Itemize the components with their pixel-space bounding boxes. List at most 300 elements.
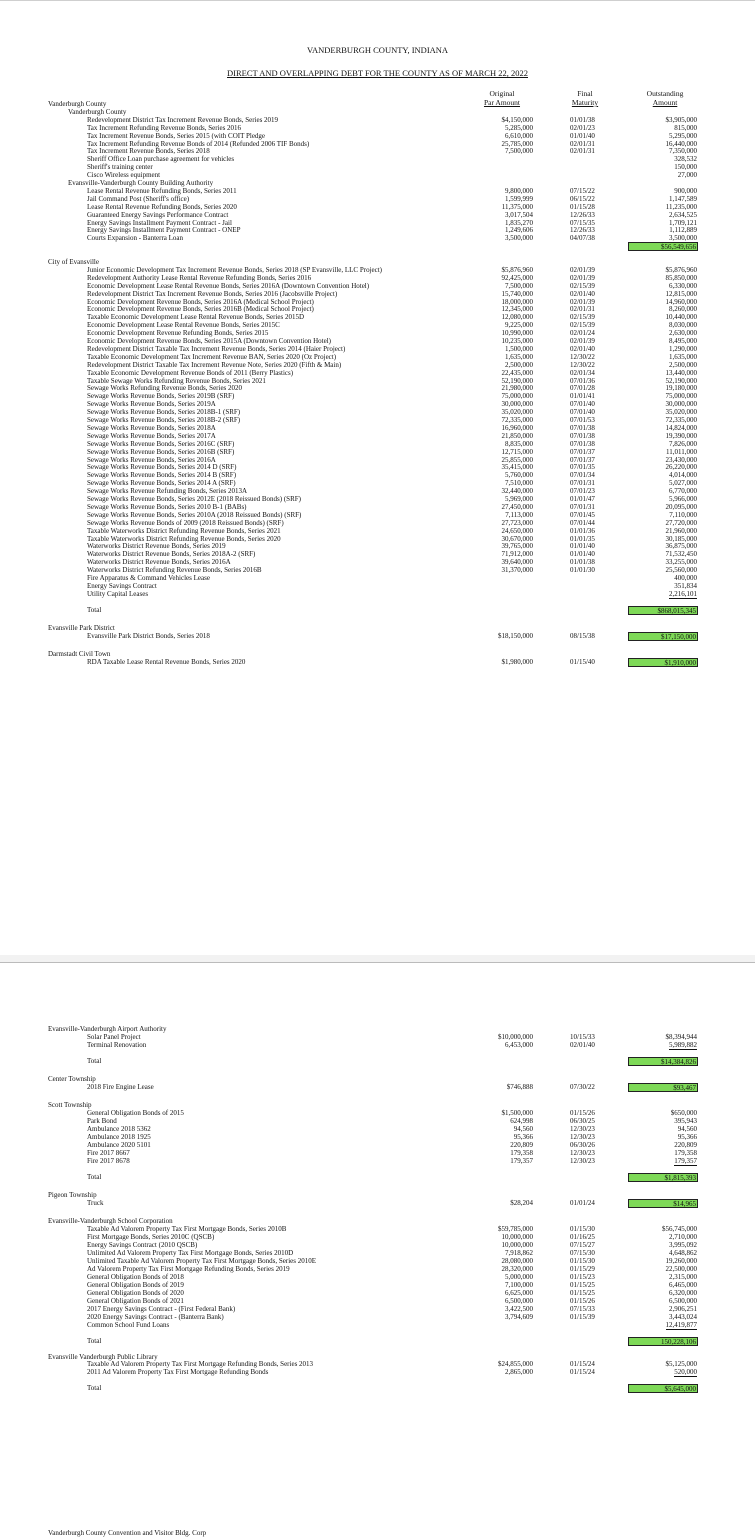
row-maturity: 01/15/26 bbox=[570, 1296, 595, 1305]
row-maturity: 02/01/31 bbox=[570, 305, 595, 314]
row-name: Sewage Works Revenue Bonds, Series 2014 D (SRF) bbox=[87, 463, 237, 472]
row-name: Total bbox=[87, 1384, 102, 1393]
page-separator bbox=[0, 955, 755, 962]
row-maturity: 07/01/31 bbox=[570, 479, 595, 488]
row-name: Redevelopment District Tax Increment Revenue Bonds, Series 2019 bbox=[87, 115, 279, 124]
row-name: Guaranteed Energy Savings Performance Contract bbox=[87, 210, 229, 219]
row-outstanding: 35,020,000 bbox=[665, 408, 697, 417]
row-name: Sewage Works Revenue Bonds, Series 2018B-1 (SRF) bbox=[87, 408, 241, 417]
row-maturity: 02/01/34 bbox=[570, 368, 595, 377]
row-outstanding: 7,110,000 bbox=[669, 510, 697, 519]
row-name: Lease Rental Revenue Refunding Bonds, Series 2011 bbox=[87, 186, 237, 195]
row-maturity: 07/01/37 bbox=[570, 447, 595, 456]
table-row bbox=[0, 1173, 755, 1183]
row-par-amount: 27,723,000 bbox=[501, 518, 533, 527]
row-par-amount: 7,100,000 bbox=[505, 1280, 533, 1289]
row-par-amount: 7,500,000 bbox=[505, 281, 533, 290]
row-name: Evansville-Vanderburgh County Building Authority bbox=[68, 179, 214, 187]
section-total-row bbox=[0, 242, 755, 252]
row-par-amount: 95,366 bbox=[513, 1133, 533, 1142]
row-outstanding: 30,185,000 bbox=[665, 534, 697, 543]
row-par-amount: 39,765,000 bbox=[501, 542, 533, 551]
row-maturity: 07/01/28 bbox=[570, 384, 595, 393]
row-par-amount: 5,000,000 bbox=[505, 1273, 533, 1282]
row-name: Waterworks District Revenue Bonds, Series 2016A bbox=[87, 558, 231, 567]
row-outstanding: 33,255,000 bbox=[665, 558, 697, 567]
row-par-amount: 9,225,000 bbox=[505, 321, 533, 330]
row-outstanding: 8,030,000 bbox=[669, 321, 697, 330]
row-maturity: 02/01/40 bbox=[570, 344, 595, 353]
row-maturity: 12/30/23 bbox=[570, 1149, 595, 1158]
row-par-amount: 6,625,000 bbox=[505, 1288, 533, 1297]
row-name: Evansville-Vanderburgh Airport Authority bbox=[48, 1025, 167, 1033]
row-name: General Obligation Bonds of 2021 bbox=[87, 1296, 184, 1305]
row-par-amount: 1,249,606 bbox=[505, 226, 533, 235]
row-maturity: 06/30/25 bbox=[570, 1117, 595, 1126]
row-par-amount: 75,000,000 bbox=[501, 392, 533, 401]
row-par-amount: 1,835,270 bbox=[505, 218, 533, 227]
row-name: Tax Increment Revenue Bonds, Series 2015 (with COIT Pledge bbox=[87, 131, 266, 140]
row-outstanding: 1,112,889 bbox=[669, 226, 697, 235]
row-name: Taxable Waterworks District Refunding Revenue Bonds, Series 2021 bbox=[87, 526, 281, 535]
row-par-amount: $28,204 bbox=[510, 1199, 533, 1208]
row-maturity: 07/01/23 bbox=[570, 487, 595, 496]
row-name: Total bbox=[87, 1056, 102, 1065]
row-par-amount: 3,500,000 bbox=[505, 234, 533, 243]
row-par-amount: 3,017,504 bbox=[505, 210, 533, 219]
row-outstanding: $5,125,000 bbox=[665, 1360, 697, 1369]
column-header-maturity-line2: Maturity bbox=[571, 98, 599, 107]
row-maturity: 07/01/40 bbox=[570, 408, 595, 417]
row-maturity: 07/01/44 bbox=[570, 518, 595, 527]
row-maturity: 12/30/23 bbox=[570, 1156, 595, 1165]
row-par-amount: 18,000,000 bbox=[501, 297, 533, 306]
row-maturity: 02/01/31 bbox=[570, 147, 595, 156]
row-outstanding: 20,095,000 bbox=[665, 502, 697, 511]
row-par-amount: 9,800,000 bbox=[505, 186, 533, 195]
footer-cut-line bbox=[0, 1529, 755, 1539]
row-name: First Mortgage Bonds, Series 2010C (QSCB) bbox=[87, 1233, 215, 1242]
row-name: Sheriff's training center bbox=[87, 163, 153, 172]
row-name: RDA Taxable Lease Rental Revenue Bonds, Series 2020 bbox=[87, 657, 246, 666]
row-outstanding: 7,826,000 bbox=[669, 439, 697, 448]
column-header-outstanding-line1: Outstanding bbox=[646, 89, 684, 98]
row-par-amount: 7,500,000 bbox=[505, 147, 533, 156]
row-outstanding: 19,180,000 bbox=[665, 384, 697, 393]
row-name: General Obligation Bonds of 2018 bbox=[87, 1273, 184, 1282]
row-par-amount: 7,918,862 bbox=[505, 1249, 533, 1258]
row-name: Sewage Works Revenue Bonds, Series 2014 B (SRF) bbox=[87, 471, 237, 480]
row-outstanding: 23,430,000 bbox=[665, 455, 697, 464]
row-name: 2017 Energy Savings Contract - (First Federal Bank) bbox=[87, 1304, 236, 1313]
row-maturity: 01/15/23 bbox=[570, 1273, 595, 1282]
row-outstanding: 395,943 bbox=[674, 1117, 697, 1126]
row-name: Energy Savings Contract bbox=[87, 581, 157, 590]
row-name: Tax Increment Revenue Bonds, Series 2018 bbox=[87, 147, 210, 156]
row-maturity: 08/15/38 bbox=[570, 631, 595, 640]
row-maturity: 07/30/22 bbox=[570, 1083, 595, 1092]
row-par-amount: 25,855,000 bbox=[501, 455, 533, 464]
row-name: Economic Development Revenue Refunding Bonds, Series 2015 bbox=[87, 329, 269, 338]
row-name: Sewage Works Revenue Bonds, Series 2014 A (SRF) bbox=[87, 479, 236, 488]
row-outstanding: 1,147,589 bbox=[669, 194, 697, 203]
row-outstanding: 220,809 bbox=[674, 1141, 697, 1150]
row-outstanding: 3,443,024 bbox=[669, 1312, 697, 1321]
row-name: Redevelopment Authority Lease Rental Revenue Refunding Bonds, Series 2016 bbox=[87, 273, 312, 282]
row-outstanding: 6,465,000 bbox=[669, 1280, 697, 1289]
row-name: Sewage Works Revenue Bonds of 2009 (2018 Reissued Bonds) (SRF) bbox=[87, 518, 284, 527]
row-maturity: 01/15/30 bbox=[570, 1257, 595, 1266]
row-maturity: 01/15/28 bbox=[570, 202, 595, 211]
row-maturity: 04/07/38 bbox=[570, 234, 595, 243]
row-name: Tax Increment Refunding Revenue Bonds, Series 2016 bbox=[87, 123, 242, 132]
row-name: Waterworks District Revenue Bonds, Series 2018A-2 (SRF) bbox=[87, 550, 256, 559]
column-header-par-line1: Original bbox=[489, 89, 515, 98]
row-par-amount: 10,000,000 bbox=[501, 1241, 533, 1250]
row-name: Pigeon Township bbox=[48, 1191, 97, 1200]
row-par-amount: 16,960,000 bbox=[501, 423, 533, 432]
row-par-amount: 35,020,000 bbox=[501, 408, 533, 417]
row-maturity: 07/15/35 bbox=[570, 218, 595, 227]
row-outstanding: 19,390,000 bbox=[665, 431, 697, 440]
row-name: Cisco Wireless equipment bbox=[87, 171, 161, 180]
row-name: Sewage Works Revenue Refunding Bonds, Series 2013A bbox=[87, 487, 248, 496]
row-maturity: 01/15/40 bbox=[570, 657, 595, 666]
row-maturity: 07/01/53 bbox=[570, 416, 595, 424]
row-maturity: 02/15/39 bbox=[570, 313, 595, 322]
row-outstanding: 3,995,092 bbox=[669, 1241, 697, 1250]
row-outstanding: 6,320,000 bbox=[669, 1288, 697, 1297]
row-name: Sewage Works Revenue Bonds, Series 2019A bbox=[87, 400, 216, 409]
row-name: Economic Development Revenue Bonds, Series 2015A (Downtown Convention Hotel) bbox=[87, 337, 331, 345]
row-outstanding: 14,824,000 bbox=[665, 423, 697, 432]
row-maturity: 02/01/40 bbox=[570, 289, 595, 298]
row-maturity: 02/01/39 bbox=[570, 265, 595, 274]
row-maturity: 02/01/39 bbox=[570, 337, 595, 345]
row-outstanding: 5,989,882 bbox=[669, 1040, 697, 1049]
row-outstanding: 11,011,000 bbox=[666, 447, 697, 456]
row-name: Fire 2017 8667 bbox=[87, 1149, 130, 1158]
row-name: Sewage Works Revenue Bonds, Series 2016C (SRF) bbox=[87, 439, 235, 448]
row-par-amount: $59,785,000 bbox=[498, 1225, 533, 1234]
row-name: Jail Command Post (Sheriff's office) bbox=[87, 194, 190, 203]
row-outstanding: $5,876,960 bbox=[665, 265, 697, 274]
row-par-amount: 6,610,000 bbox=[505, 131, 533, 140]
row-name: Taxable Economic Development Revenue Bonds of 2011 (Berry Plastics) bbox=[87, 368, 294, 377]
row-name: Sewage Works Revenue Bonds, Series 2018B-2 (SRF) bbox=[87, 416, 241, 424]
row-maturity: 01/15/30 bbox=[570, 1225, 595, 1234]
row-maturity: 07/01/35 bbox=[570, 463, 595, 472]
row-outstanding: 1,709,121 bbox=[669, 218, 697, 227]
row-name: Sewage Works Refunding Revenue Bonds, Series 2020 bbox=[87, 384, 243, 393]
row-maturity: 01/01/36 bbox=[570, 526, 595, 535]
row-name: Unlimited Taxable Ad Valorem Property Tax First Mortgage Bonds, Series 2010E bbox=[87, 1257, 317, 1266]
row-outstanding: 328,532 bbox=[674, 155, 697, 164]
table-row bbox=[0, 1337, 755, 1347]
row-maturity: 07/01/38 bbox=[570, 431, 595, 440]
row-maturity: 07/01/31 bbox=[570, 502, 595, 511]
row-maturity: 02/01/23 bbox=[570, 123, 595, 132]
table-row bbox=[0, 658, 755, 668]
row-name: Unlimited Ad Valorem Property Tax First Mortgage Bonds, Series 2010D bbox=[87, 1249, 294, 1258]
row-par-amount: 2,865,000 bbox=[505, 1368, 533, 1377]
total-highlight-box: $14,384,826 bbox=[628, 1057, 698, 1066]
row-par-amount: 5,760,000 bbox=[505, 471, 533, 480]
table-row bbox=[0, 1157, 755, 1167]
row-outstanding: 3,500,000 bbox=[669, 234, 697, 243]
row-outstanding: 5,027,000 bbox=[669, 479, 697, 488]
row-name: Terminal Renovation bbox=[87, 1040, 147, 1049]
table-row bbox=[0, 1321, 755, 1331]
row-outstanding: 150,000 bbox=[674, 163, 697, 172]
total-highlight-box: $56,549,656 bbox=[628, 242, 698, 251]
row-name: Common School Fund Loans bbox=[87, 1320, 170, 1329]
row-outstanding: 27,720,000 bbox=[665, 518, 697, 527]
row-maturity: 10/15/33 bbox=[570, 1032, 595, 1041]
row-name: Scott Township bbox=[48, 1101, 92, 1110]
row-par-amount: 71,912,000 bbox=[501, 550, 533, 559]
row-outstanding: 2,315,000 bbox=[669, 1273, 697, 1282]
row-par-amount: 25,785,000 bbox=[501, 139, 533, 148]
row-maturity: 01/01/40 bbox=[570, 542, 595, 551]
row-outstanding: 26,220,000 bbox=[665, 463, 697, 472]
total-highlight-box: $1,815,393 bbox=[628, 1173, 698, 1182]
row-maturity: 02/15/39 bbox=[570, 281, 595, 290]
table-row bbox=[0, 1041, 755, 1051]
row-maturity: 01/01/41 bbox=[570, 392, 595, 401]
row-outstanding: 2,710,000 bbox=[669, 1233, 697, 1242]
row-outstanding: 2,500,000 bbox=[669, 360, 697, 369]
row-par-amount: 94,560 bbox=[513, 1125, 533, 1134]
row-maturity: 07/15/22 bbox=[570, 186, 595, 195]
row-par-amount: 2,500,000 bbox=[505, 360, 533, 369]
table-row bbox=[0, 632, 755, 642]
row-par-amount: 179,358 bbox=[510, 1149, 533, 1158]
document-page-2 bbox=[0, 962, 755, 1537]
row-maturity: 01/01/47 bbox=[570, 495, 595, 503]
row-par-amount: 179,357 bbox=[510, 1156, 533, 1165]
row-outstanding: 6,770,000 bbox=[669, 487, 697, 496]
row-name: Truck bbox=[87, 1199, 104, 1208]
row-outstanding: 6,330,000 bbox=[669, 281, 697, 290]
row-outstanding: 25,560,000 bbox=[665, 566, 697, 575]
row-outstanding: 520,000 bbox=[674, 1368, 697, 1377]
total-highlight-box: $17,150,000 bbox=[628, 632, 698, 641]
document-title: VANDERBURGH COUNTY, INDIANA bbox=[306, 45, 449, 55]
row-par-amount: 24,650,000 bbox=[501, 526, 533, 535]
row-outstanding: 52,190,000 bbox=[665, 376, 697, 385]
row-name: Lease Rental Revenue Refunding Bonds, Series 2020 bbox=[87, 202, 237, 211]
row-maturity: 12/30/23 bbox=[570, 1133, 595, 1142]
row-maturity: 12/30/22 bbox=[570, 360, 595, 369]
row-name: Energy Savings Contract (2010 QSCB) bbox=[87, 1241, 198, 1250]
table-row bbox=[0, 1368, 755, 1378]
row-maturity: 02/01/39 bbox=[570, 273, 595, 282]
row-name: 2020 Energy Savings Contract - (Banterra Bank) bbox=[87, 1312, 224, 1321]
row-name: Waterworks District Revenue Bonds, Series 2019 bbox=[87, 542, 226, 551]
row-name: Taxable Ad Valorem Property Tax First Mortgage Refunding Bonds, Series 2013 bbox=[87, 1360, 314, 1369]
row-maturity: 12/30/23 bbox=[570, 1125, 595, 1134]
row-name: Economic Development Lease Rental Revenue Bonds, Series 2015C bbox=[87, 321, 280, 330]
row-maturity: 07/15/30 bbox=[570, 1249, 595, 1258]
row-outstanding: 16,440,000 bbox=[665, 139, 697, 148]
row-name: 2011 Ad Valorem Property Tax First Mortgage Refunding Bonds bbox=[87, 1368, 269, 1377]
row-name: Park Bond bbox=[87, 1117, 117, 1126]
row-maturity: 02/01/40 bbox=[570, 1040, 595, 1049]
row-par-amount: 30,670,000 bbox=[501, 534, 533, 543]
row-par-amount: 28,080,000 bbox=[501, 1257, 533, 1266]
row-par-amount: 28,320,000 bbox=[501, 1265, 533, 1274]
row-maturity: 12/26/33 bbox=[570, 210, 595, 219]
row-outstanding: 8,260,000 bbox=[669, 305, 697, 314]
row-par-amount: 7,113,000 bbox=[505, 510, 533, 519]
row-name: Junior Economic Development Tax Increment Revenue Bonds, Series 2018 (SP Evansville, LLC Project) bbox=[87, 265, 383, 274]
row-outstanding: 11,235,000 bbox=[665, 202, 697, 211]
row-name: Darmstadt Civil Town bbox=[48, 649, 111, 658]
row-par-amount: $1,500,000 bbox=[501, 1109, 533, 1118]
row-maturity: 01/01/38 bbox=[570, 115, 595, 124]
row-par-amount: 32,440,000 bbox=[501, 487, 533, 496]
row-par-amount: $10,000,000 bbox=[498, 1032, 533, 1041]
row-maturity: 07/01/38 bbox=[570, 439, 595, 448]
row-par-amount: 92,425,000 bbox=[501, 273, 533, 282]
row-name: Redevelopment District Taxable Tax Increment Revenue Note, Series 2020 (Fifth & Main) bbox=[87, 360, 342, 369]
row-name: Sewage Works Revenue Bonds, Series 2010A (2018 Reissued Bonds) (SRF) bbox=[87, 510, 302, 519]
row-outstanding: $8,394,944 bbox=[665, 1032, 697, 1041]
row-outstanding: 85,850,000 bbox=[665, 273, 697, 282]
row-par-amount: $4,150,000 bbox=[501, 115, 533, 124]
row-name: Total bbox=[87, 1336, 102, 1345]
row-par-amount: 52,190,000 bbox=[501, 376, 533, 385]
row-maturity: 01/01/30 bbox=[570, 566, 595, 575]
total-highlight-box: 150,228,106 bbox=[628, 1337, 698, 1346]
row-par-amount: 22,435,000 bbox=[501, 368, 533, 377]
row-name: 2018 Fire Engine Lease bbox=[87, 1083, 154, 1092]
row-name: Solar Panel Project bbox=[87, 1032, 141, 1041]
row-maturity: 02/15/39 bbox=[570, 321, 595, 330]
row-outstanding: 900,000 bbox=[674, 186, 697, 195]
row-maturity: 12/30/22 bbox=[570, 352, 595, 361]
row-outstanding: 75,000,000 bbox=[665, 392, 697, 401]
row-maturity: 01/15/24 bbox=[570, 1368, 595, 1377]
row-name: Ambulance 2018 1925 bbox=[87, 1133, 151, 1142]
row-name: Sewage Works Revenue Bonds, Series 2010 B-1 (BABs) bbox=[87, 502, 247, 511]
row-name: Economic Development Revenue Bonds, Series 2016B (Medical School Project) bbox=[87, 305, 314, 314]
row-name: Sheriff Office Loan purchase agreement for vehicles bbox=[87, 155, 235, 164]
row-outstanding: 4,648,862 bbox=[669, 1249, 697, 1258]
row-par-amount: 10,990,000 bbox=[501, 329, 533, 338]
row-maturity: 07/01/45 bbox=[570, 510, 595, 519]
row-par-amount: 35,415,000 bbox=[501, 463, 533, 472]
row-name: General Obligation Bonds of 2015 bbox=[87, 1109, 184, 1118]
document-heading: DIRECT AND OVERLAPPING DEBT FOR THE COUNTY AS OF MARCH 22, 2022 bbox=[227, 68, 528, 78]
table-row bbox=[0, 1057, 755, 1067]
row-name: Sewage Works Revenue Bonds, Series 2017A bbox=[87, 431, 216, 440]
row-name: Taxable Ad Valorem Property Tax First Mortgage Bonds, Series 2010B bbox=[87, 1225, 287, 1234]
row-name: Waterworks District Refunding Revenue Bonds, Series 2016B bbox=[87, 566, 262, 575]
row-name: Total bbox=[87, 1172, 102, 1181]
row-par-amount: 11,375,000 bbox=[501, 202, 533, 211]
row-par-amount: 10,000,000 bbox=[501, 1233, 533, 1242]
row-name: Redevelopment District Taxable Tax Increment Revenue Bonds, Series 2014 (Haier Project) bbox=[87, 344, 346, 353]
row-name: Evansville Park District bbox=[48, 623, 115, 632]
column-header-outstanding-line2: Amount bbox=[652, 98, 678, 107]
row-name: Fire 2017 8678 bbox=[87, 1156, 130, 1165]
row-maturity: 12/26/33 bbox=[570, 226, 595, 235]
row-name: Evansville Vanderburgh Public Library bbox=[48, 1352, 158, 1361]
row-outstanding: 2,634,525 bbox=[669, 210, 697, 219]
column-header-maturity-line1: Final bbox=[577, 89, 593, 98]
row-name: Sewage Works Revenue Bonds, Series 2016B (SRF) bbox=[87, 447, 235, 456]
row-name: Taxable Waterworks District Refunding Revenue Bonds, Series 2020 bbox=[87, 534, 281, 543]
row-name: Ad Valorem Property Tax First Mortgage Refunding Bonds, Series 2019 bbox=[87, 1265, 290, 1274]
row-name: Sewage Works Revenue Bonds, Series 2019B (SRF) bbox=[87, 392, 235, 401]
row-par-amount: 12,080,000 bbox=[501, 313, 533, 322]
row-outstanding: $3,905,000 bbox=[665, 115, 697, 124]
row-maturity: 07/01/37 bbox=[570, 455, 595, 464]
row-outstanding: 5,295,000 bbox=[669, 131, 697, 140]
row-outstanding: 19,260,000 bbox=[665, 1257, 697, 1266]
row-name: Total bbox=[87, 605, 102, 614]
total-highlight-box: $5,645,000 bbox=[628, 1384, 698, 1393]
row-maturity: 07/15/27 bbox=[570, 1241, 595, 1250]
row-name: Taxable Economic Development Lease Rental Revenue Bonds, Series 2015D bbox=[87, 313, 305, 322]
row-outstanding: 10,440,000 bbox=[665, 313, 697, 322]
table-row bbox=[0, 1384, 755, 1394]
row-maturity: 06/15/22 bbox=[570, 194, 595, 203]
row-par-amount: 1,599,999 bbox=[505, 194, 533, 203]
row-name: Sewage Works Revenue Bonds, Series 2016A bbox=[87, 455, 216, 464]
row-maturity: 01/15/25 bbox=[570, 1288, 595, 1297]
row-name: Evansville-Vanderburgh School Corporation bbox=[48, 1217, 173, 1226]
row-outstanding: 14,960,000 bbox=[665, 297, 697, 306]
table-row bbox=[0, 590, 755, 600]
row-outstanding: 1,635,000 bbox=[669, 352, 697, 361]
row-maturity: 01/16/25 bbox=[570, 1233, 595, 1242]
row-outstanding: $56,745,000 bbox=[662, 1225, 697, 1234]
row-name: Vanderburgh County bbox=[68, 107, 127, 116]
row-maturity: 07/01/38 bbox=[570, 423, 595, 432]
row-maturity: 01/15/39 bbox=[570, 1312, 595, 1321]
row-name: General Obligation Bonds of 2020 bbox=[87, 1288, 184, 1297]
row-maturity: 06/30/26 bbox=[570, 1141, 595, 1150]
row-outstanding: 5,966,000 bbox=[669, 495, 697, 503]
row-maturity: 07/01/36 bbox=[570, 376, 595, 385]
row-name: Redevelopment District Tax Increment Revenue Bonds, Series 2016 (Jacobsville Project) bbox=[87, 289, 338, 298]
row-outstanding: 179,358 bbox=[674, 1149, 697, 1158]
table-row bbox=[0, 606, 755, 616]
row-name: Sewage Works Revenue Bonds, Series 2012E (2018 Reissued Bonds) (SRF) bbox=[87, 495, 301, 503]
row-outstanding: 95,366 bbox=[677, 1133, 697, 1142]
row-maturity: 01/15/26 bbox=[570, 1109, 595, 1118]
row-outstanding: 2,216,101 bbox=[669, 589, 697, 598]
row-par-amount: 21,850,000 bbox=[501, 431, 533, 440]
row-outstanding: 94,560 bbox=[677, 1125, 697, 1134]
row-name: Utility Capital Leases bbox=[87, 589, 149, 598]
row-par-amount: 5,285,000 bbox=[505, 123, 533, 132]
row-name: Vanderburgh County bbox=[48, 100, 107, 108]
row-par-amount: $1,980,000 bbox=[501, 657, 533, 666]
total-highlight-box: $868,015,345 bbox=[628, 606, 698, 615]
row-outstanding: 4,014,000 bbox=[669, 471, 697, 480]
row-outstanding: 12,815,000 bbox=[665, 289, 697, 298]
row-name: Taxable Economic Development Tax Increment Revenue BAN, Series 2020 (Oz Project) bbox=[87, 352, 337, 361]
row-par-amount: $18,150,000 bbox=[498, 631, 533, 640]
row-name: Sewage Works Revenue Bonds, Series 2018A bbox=[87, 423, 216, 432]
row-outstanding: $650,000 bbox=[670, 1109, 697, 1118]
row-name: Energy Savings Installment Payment Contract - Jail bbox=[87, 218, 232, 227]
row-maturity: 01/01/40 bbox=[570, 131, 595, 140]
